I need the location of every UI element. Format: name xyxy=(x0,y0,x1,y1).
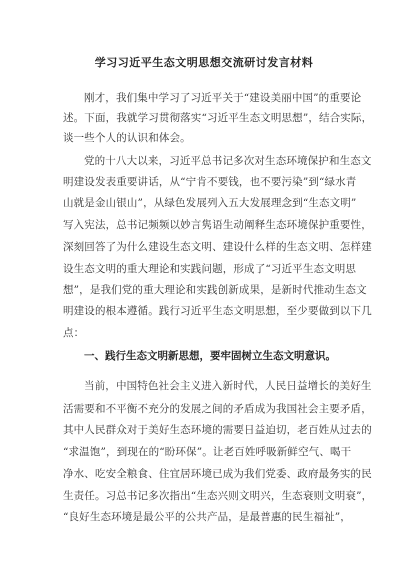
paragraph-1-line-2: 述。下面，我就学习贯彻落实“习近平生态文明思想”，结合实际， xyxy=(63,112,373,124)
paragraph-3-line-3: 其中人民群众对于美好生态环境的需要日益迫切，老百姓从过去的 xyxy=(63,424,372,436)
paragraph-1-line-3: 谈一些个人的认识和体会。 xyxy=(63,132,191,144)
paragraph-2-line-1: 党的十八大以来，习近平总书记多次对生态环境保护和生态文 xyxy=(84,155,372,167)
document-title: 学习习近平生态文明思想交流研讨发言材料 xyxy=(94,56,314,69)
paragraph-2-line-9: 点： xyxy=(63,327,85,339)
paragraph-2-line-5: 深刻回答了为什么建设生态文明、建设什么样的生态文明、怎样建 xyxy=(63,241,372,253)
paragraph-3-line-6: 生责任。习总书记多次指出“生态兴则文明兴，生态衰则文明衰”， xyxy=(63,490,373,502)
paragraph-3-line-7: “良好生态环境是最公平的公共产品，是最普惠的民生福祉”， xyxy=(63,511,351,523)
paragraph-1-line-1: 刚才，我们集中学习了习近平关于“建设美丽中国”的重要论 xyxy=(84,92,362,104)
section-heading-1: 一、践行生态文明新思想，要牢固树立生态文明意识。 xyxy=(84,350,336,362)
paragraph-2-line-3: 山就是金山银山”，从绿色发展列入五大发展理念到“生态文明” xyxy=(63,197,357,209)
paragraph-2-line-2: 明建设发表重要讲话，从“宁肯不要钱，也不要污染”到“绿水青 xyxy=(63,176,357,188)
paragraph-3-line-4: “求温饱”，到现在的“盼环保”。让老百姓呼吸新鲜空气、喝干 xyxy=(63,446,352,458)
paragraph-3-line-2: 活需要和不平衡不充分的发展之间的矛盾成为我国社会主要矛盾， xyxy=(63,403,372,415)
paragraph-2-line-4: 写入宪法，总书记频频以妙言隽语生动阐释生态环境保护重要性， xyxy=(63,219,372,231)
paragraph-2-line-7: 想”，是我们党的重大理论和实践创新成果，是新时代推动生态文 xyxy=(63,284,367,296)
paragraph-3-line-1: 当前，中国特色社会主义进入新时代，人民日益增长的美好生 xyxy=(84,380,372,392)
paragraph-2-line-8: 明建设的根本遵循。践行习近平生态文明思想，至少要做到以下几 xyxy=(63,305,372,317)
paragraph-2-line-6: 设生态文明的重大理论和实践问题，形成了“习近平生态文明思 xyxy=(63,263,357,275)
paragraph-3-line-5: 净水、吃安全粮食、住宜居环境已成为我们党委、政府最务实的民 xyxy=(63,468,372,480)
